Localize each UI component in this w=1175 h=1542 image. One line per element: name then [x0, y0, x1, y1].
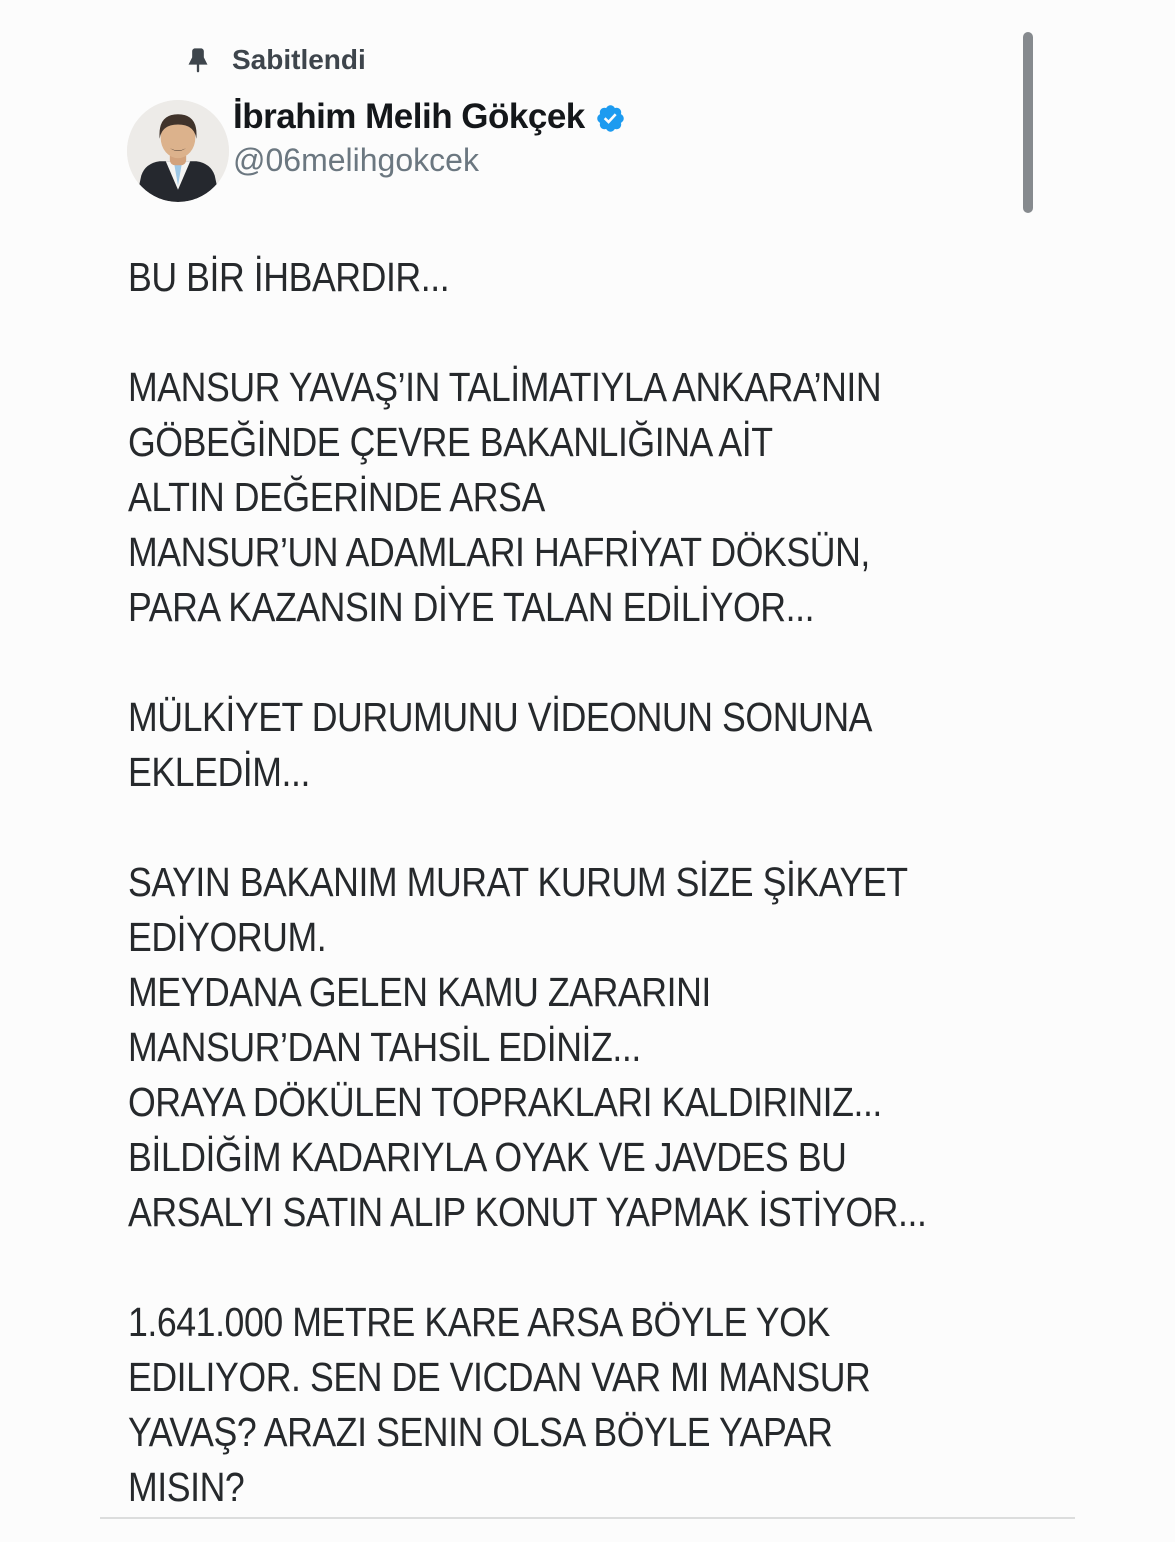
user-handle[interactable]: @06melihgokcek: [233, 142, 479, 178]
tweet-text-line: MANSUR’UN ADAMLARI HAFRİYAT DÖKSÜN,: [128, 529, 870, 575]
tweet-text-line: BİLDİĞİM KADARIYLA OYAK VE JAVDES BU: [128, 1134, 847, 1180]
tweet-text-line: EDİYORUM.: [128, 914, 327, 960]
tweet-text-line: ARSALYI SATIN ALIP KONUT YAPMAK İSTİYOR...: [128, 1189, 927, 1235]
tweet-text-line: PARA KAZANSIN DİYE TALAN EDİLİYOR...: [128, 584, 815, 630]
tweet-text-line: GÖBEĞİNDE ÇEVRE BAKANLIĞINA AİT: [128, 419, 773, 465]
tweet-text-line: MÜLKİYET DURUMUNU VİDEONUN SONUNA: [128, 694, 873, 740]
verified-badge-icon: [595, 101, 626, 134]
pin-icon: [184, 44, 212, 76]
tweet-text-line: EDILIYOR. SEN DE VICDAN VAR MI MANSUR: [128, 1354, 871, 1400]
tweet-text-line: MANSUR YAVAŞ’IN TALİMATIYLA ANKARA’NIN: [128, 364, 882, 410]
tweet-text-line: [128, 1240, 1155, 1295]
tweet-text-line: [128, 635, 1155, 690]
tweet-text-line: [128, 800, 1155, 855]
tweet-text-line: [128, 305, 1155, 360]
tweet-text-line: MANSUR’DAN TAHSİL EDİNİZ...: [128, 1024, 641, 1070]
user-block: [233, 97, 626, 179]
divider: [100, 1517, 1075, 1519]
avatar[interactable]: [127, 100, 229, 202]
tweet-text-line: MEYDANA GELEN KAMU ZARARINI: [128, 969, 711, 1015]
scrollbar-thumb[interactable]: [1023, 32, 1033, 213]
tweet-text-line: YAVAŞ? ARAZI SENIN OLSA BÖYLE YAPAR: [128, 1409, 833, 1455]
tweet-text-line: EKLEDİM...: [128, 749, 310, 795]
tweet-text-line: ORAYA DÖKÜLEN TOPRAKLARI KALDIRINIZ...: [128, 1079, 882, 1125]
tweet-text: [128, 250, 1155, 1515]
tweet-text-line: SAYIN BAKANIM MURAT KURUM SİZE ŞİKAYET: [128, 859, 908, 905]
display-name[interactable]: İbrahim Melih Gökçek: [233, 97, 585, 136]
pinned-row: [184, 44, 366, 76]
tweet-text-line: MISIN?: [128, 1464, 245, 1510]
tweet-text-line: BU BİR İHBARDIR...: [128, 254, 450, 300]
pinned-label: Sabitlendi: [232, 44, 366, 75]
tweet-text-line: 1.641.000 METRE KARE ARSA BÖYLE YOK: [128, 1299, 830, 1345]
tweet-text-line: ALTIN DEĞERİNDE ARSA: [128, 474, 545, 520]
